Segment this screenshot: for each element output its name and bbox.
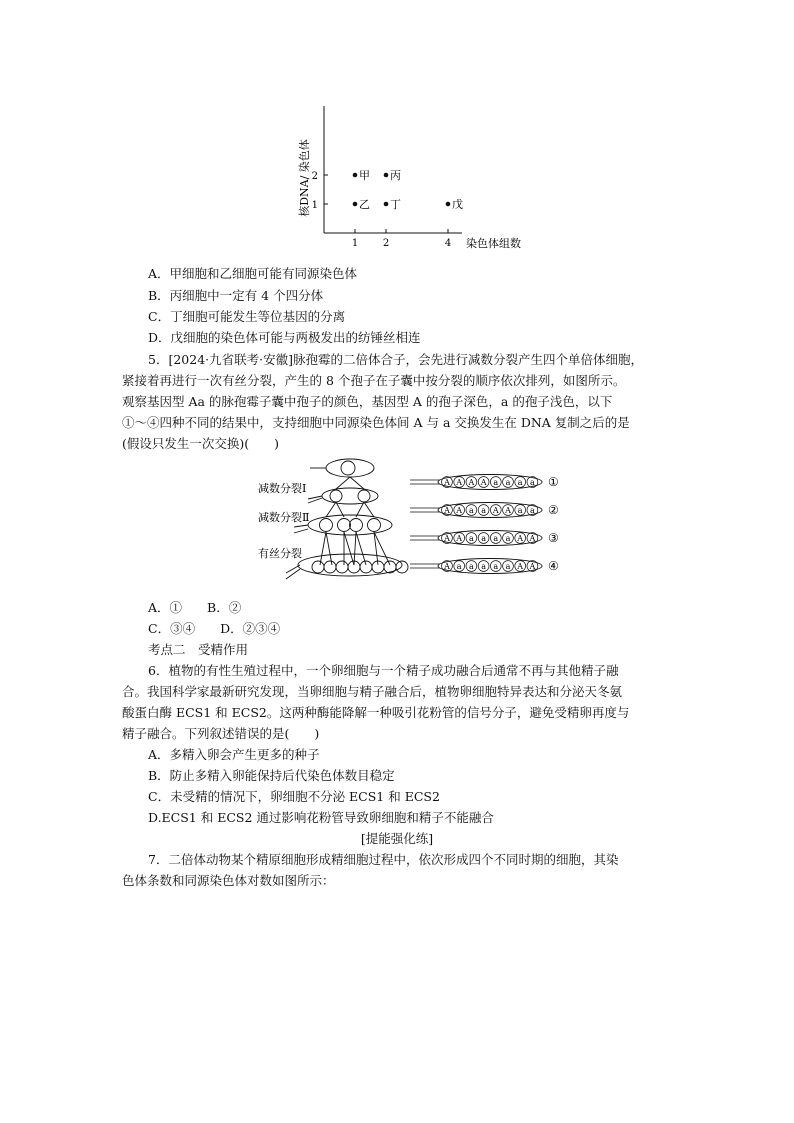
data-point-甲 bbox=[353, 173, 358, 178]
ascus-number: ② bbox=[548, 503, 559, 517]
q5-stem-line-4: ①～④四种不同的结果中，支持细胞中同源染色体间 A 与 a 交换发生在 DNA 复制之后的是 bbox=[122, 415, 630, 430]
q6-option-b: B．防止多精入卵能保持后代染色体数目稳定 bbox=[148, 768, 395, 783]
q7-stem-line-1: 7．二倍体动物某个精原细胞形成精细胞过程中，依次形成四个不同时期的细胞，其染 bbox=[148, 852, 619, 867]
q7-stem-line-2: 色体条数和同源染色体对数如图所示： bbox=[122, 873, 335, 888]
spore-genotype: A bbox=[480, 478, 487, 487]
y-tick-label: 1 bbox=[311, 200, 318, 211]
spore-genotype: A bbox=[444, 562, 450, 571]
spore-genotype: A bbox=[529, 562, 536, 571]
ascus-result-1 bbox=[410, 475, 559, 490]
spore-genotype: a bbox=[493, 478, 499, 487]
q4-option-a: A．甲细胞和乙细胞可能有同源染色体 bbox=[148, 266, 358, 281]
spore-genotype: a bbox=[517, 506, 523, 515]
data-point-丙 bbox=[384, 173, 389, 178]
spore-genotype: A bbox=[505, 506, 511, 515]
q5-stem-line-5: (假设只发生一次交换)( ) bbox=[122, 436, 280, 451]
q5-stem-line-2: 紧接着再进行一次有丝分裂，产生的 8 个孢子在子囊中按分裂的顺序依次排列，如图所示。 bbox=[122, 373, 626, 388]
data-point-label: 丙 bbox=[390, 169, 401, 182]
spore-genotype: A bbox=[456, 506, 463, 515]
ascus-result-2 bbox=[410, 503, 559, 518]
data-point-乙 bbox=[353, 202, 358, 207]
spore-genotype: a bbox=[505, 534, 511, 543]
spore-genotype: A bbox=[468, 478, 475, 487]
spore-genotype: a bbox=[481, 506, 486, 515]
section-heading-fertilization: 考点二 受精作用 bbox=[148, 642, 249, 657]
q6-stem-line-1: 6．植物的有性生殖过程中，一个卵细胞与一个精子成功融合后通常不再与其他精子融 bbox=[148, 663, 619, 678]
q6-stem-line-2: 合。我国科学家最新研究发现，当卵细胞与精子融合后，植物卵细胞特异表达和分泌天冬氨 bbox=[122, 684, 623, 699]
ascus-result-3 bbox=[410, 531, 559, 546]
data-point-戊 bbox=[446, 202, 451, 207]
section-heading-enhancement: [提能强化练] bbox=[360, 831, 434, 846]
spore-genotype: A bbox=[456, 478, 463, 487]
spore-genotype: A bbox=[517, 534, 524, 543]
data-point-丁 bbox=[384, 202, 389, 207]
q6-stem-line-4: 精子融合。下列叙述错误的是( ) bbox=[122, 726, 320, 741]
x-tick-label: 1 bbox=[351, 238, 359, 249]
q4-option-c: C．丁细胞可能发生等位基因的分离 bbox=[148, 309, 346, 324]
q4-option-b: B．丙细胞中一定有 4 个四分体 bbox=[148, 288, 324, 303]
data-point-label: 丁 bbox=[390, 198, 401, 211]
spore-genotype: a bbox=[530, 506, 535, 515]
spore-genotype: A bbox=[517, 562, 524, 571]
spore-genotype: A bbox=[529, 534, 536, 543]
data-point-label: 戊 bbox=[452, 198, 463, 211]
spore-genotype: a bbox=[505, 562, 511, 571]
data-point-label: 甲 bbox=[359, 169, 370, 182]
x-tick-label: 2 bbox=[382, 238, 390, 249]
spore-genotype: A bbox=[492, 506, 499, 515]
y-tick-label: 2 bbox=[311, 171, 318, 182]
spore-genotype: a bbox=[481, 534, 486, 543]
spore-genotype: A bbox=[444, 506, 450, 515]
chart-ylabel: 核DNA/ 染色体 bbox=[298, 139, 311, 217]
ascus-result-4 bbox=[410, 559, 559, 574]
q6-option-c: C．未受精的情况下，卵细胞不分泌 ECS1 和 ECS2 bbox=[148, 789, 440, 804]
data-point-label: 乙 bbox=[359, 198, 370, 211]
ascus-number: ③ bbox=[548, 531, 559, 545]
spore-genotype: a bbox=[469, 534, 474, 543]
q6-option-a: A．多精入卵会产生更多的种子 bbox=[148, 747, 320, 762]
q4-option-d: D．戊细胞的染色体可能与两极发出的纺锤丝相连 bbox=[148, 330, 421, 345]
spore-genotype: A bbox=[444, 478, 450, 487]
ascus-diagram bbox=[250, 455, 570, 585]
spore-genotype: a bbox=[456, 562, 462, 571]
q5-stem-line-3: 观察基因型 Aa 的脉孢霉子囊中孢子的颜色，基因型 A 的孢子深色，a 的孢子浅色，以下 bbox=[122, 394, 613, 409]
q5-options-cd: C．③④ D．②③④ bbox=[148, 621, 281, 636]
q6-stem-line-3: 酸蛋白酶 ECS1 和 ECS2。这两种酶能降解一种吸引花粉管的信号分子，避免受精卵再度与 bbox=[122, 705, 630, 720]
q6-option-d: D.ECS1 和 ECS2 通过影响花粉管导致卵细胞和精子不能融合 bbox=[148, 810, 494, 825]
ascus-number: ① bbox=[548, 475, 559, 489]
spore-genotype: a bbox=[469, 562, 474, 571]
spore-genotype: a bbox=[469, 506, 474, 515]
x-tick-label: 4 bbox=[444, 238, 452, 249]
chart-xlabel: 染色体组数 bbox=[466, 237, 521, 250]
spore-genotype: a bbox=[493, 534, 499, 543]
spore-genotype: A bbox=[444, 534, 450, 543]
spore-genotype: a bbox=[505, 478, 511, 487]
spore-genotype: a bbox=[517, 478, 523, 487]
stage-label-meiosis-1: 减数分裂Ⅰ bbox=[258, 482, 307, 495]
scatter-chart bbox=[290, 100, 540, 255]
ascus-number: ④ bbox=[548, 559, 559, 573]
spore-genotype: a bbox=[481, 562, 486, 571]
spore-genotype: a bbox=[493, 562, 499, 571]
stage-label-mitosis: 有丝分裂 bbox=[258, 547, 302, 560]
spore-genotype: a bbox=[530, 478, 535, 487]
stage-label-meiosis-2: 减数分裂Ⅱ bbox=[258, 511, 310, 524]
q5-options-ab: A．① B．② bbox=[148, 600, 242, 615]
q5-stem-line-1: 5．[2024·九省联考·安徽]脉孢霉的二倍体合子，会先进行减数分裂产生四个单倍体细胞， bbox=[148, 352, 643, 367]
spore-genotype: A bbox=[456, 534, 463, 543]
